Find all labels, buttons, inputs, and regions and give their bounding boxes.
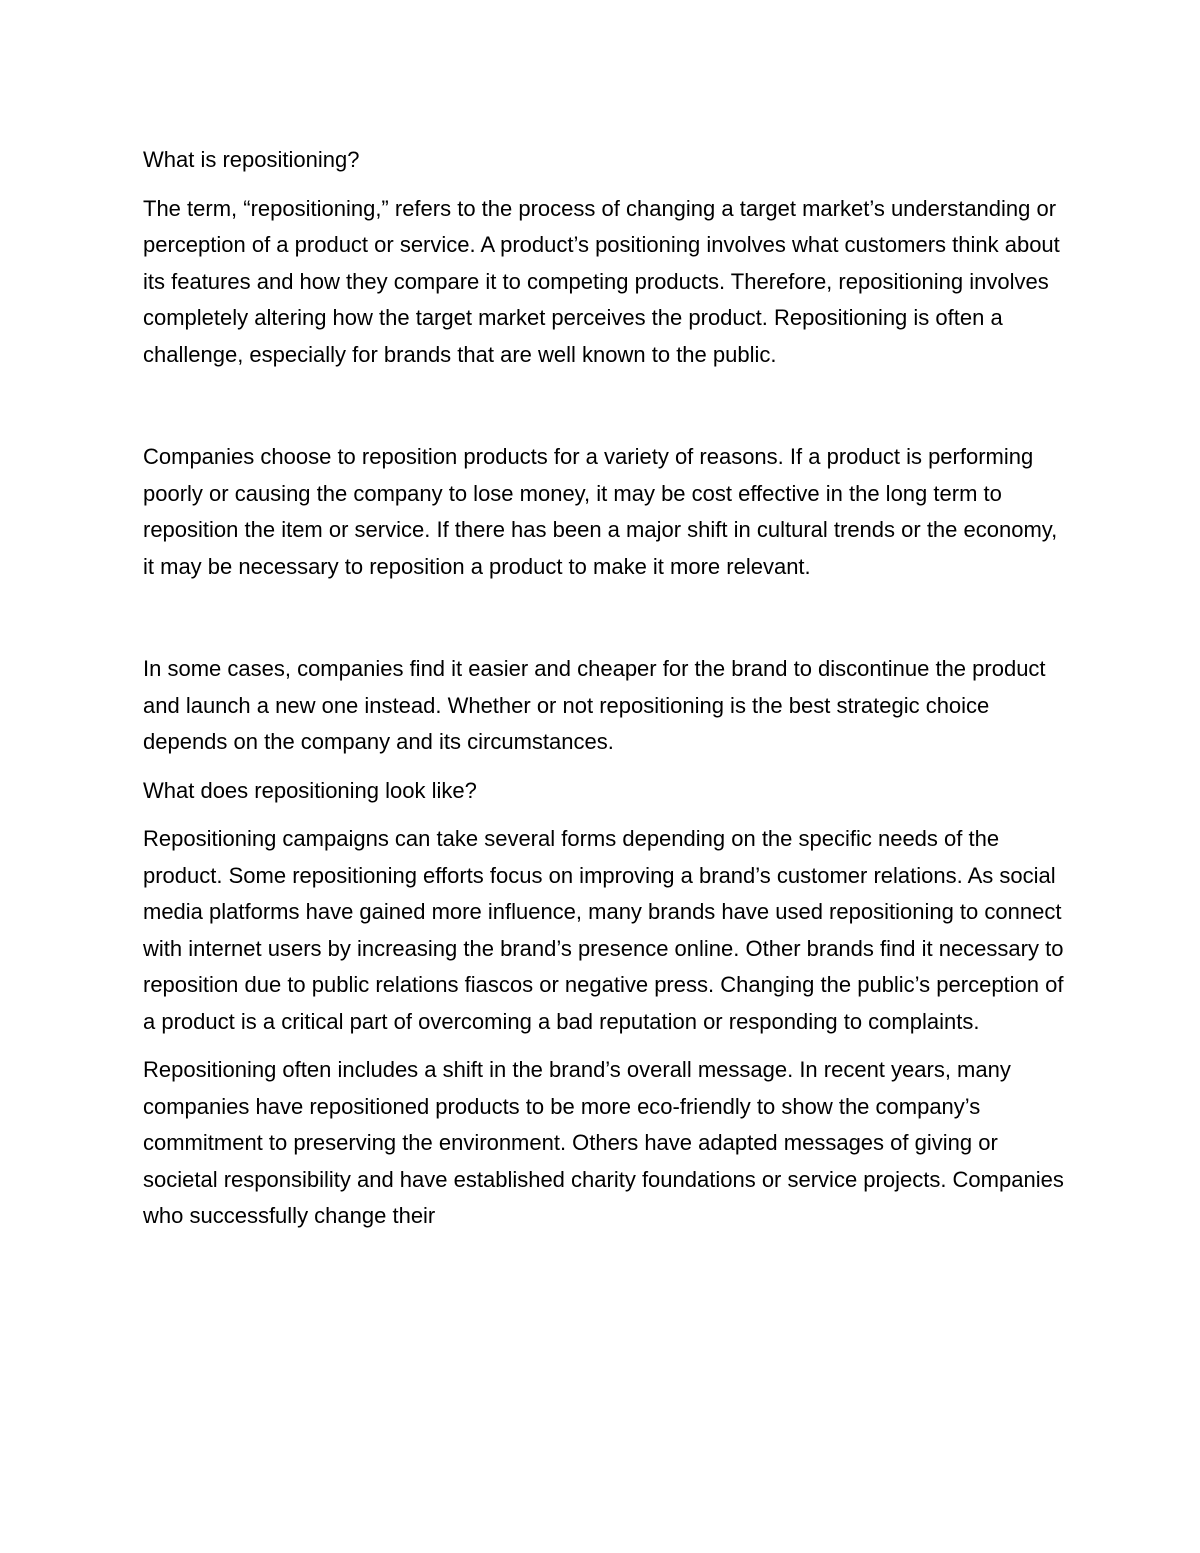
document-body <box>143 142 1068 1235</box>
paragraph-campaign-forms: Repositioning campaigns can take several forms depending on the specific needs of the product. Some repositioning efforts focus on improving a brand’s customer relations. As social media platforms have gained more influence, many brands have used repositioning to connect with internet users by increasing the brand’s presence online. Other brands find it necessary to reposition due to public relations fiascos or negative press. Changing the public’s perception of a product is a critical part of overcoming a bad reputation or responding to complaints. <box>143 826 1064 1034</box>
heading-what-does-repositioning-look-like: What does repositioning look like? <box>143 777 477 803</box>
paragraph-reasons: Companies choose to reposition products for a variety of reasons. If a product is performing poorly or causing the company to lose money, it may be cost effective in the long term to reposition the item or service. If there has been a major shift in cultural trends or the economy, it may be necessary to reposition a product to make it more relevant. <box>143 444 1058 579</box>
paragraph-definition: The term, “repositioning,” refers to the process of changing a target market’s understanding or perception of a product or service. A product’s positioning involves what customers think about its features and how they compare it to competing products. Therefore, repositioning involves completely altering how the target market perceives the product. Repositioning is often a challenge, especially for brands that are well known to the public. <box>143 195 1060 367</box>
heading-what-is-repositioning: What is repositioning? <box>143 147 360 172</box>
paragraph-message-shift: Repositioning often includes a shift in the brand’s overall message. In recent years, many companies have repositioned products to be more eco-friendly to show the company’s commitment to preserving the environment. Others have adapted messages of giving or societal responsibility and have established charity foundations or service projects. Companies who successfully change their <box>143 1057 1064 1228</box>
paragraph-discontinue: In some cases, companies find it easier and cheaper for the brand to discontinue the product and launch a new one instead. Whether or not repositioning is the best strategic choice depends on the company and its circumstances. <box>143 656 1046 754</box>
